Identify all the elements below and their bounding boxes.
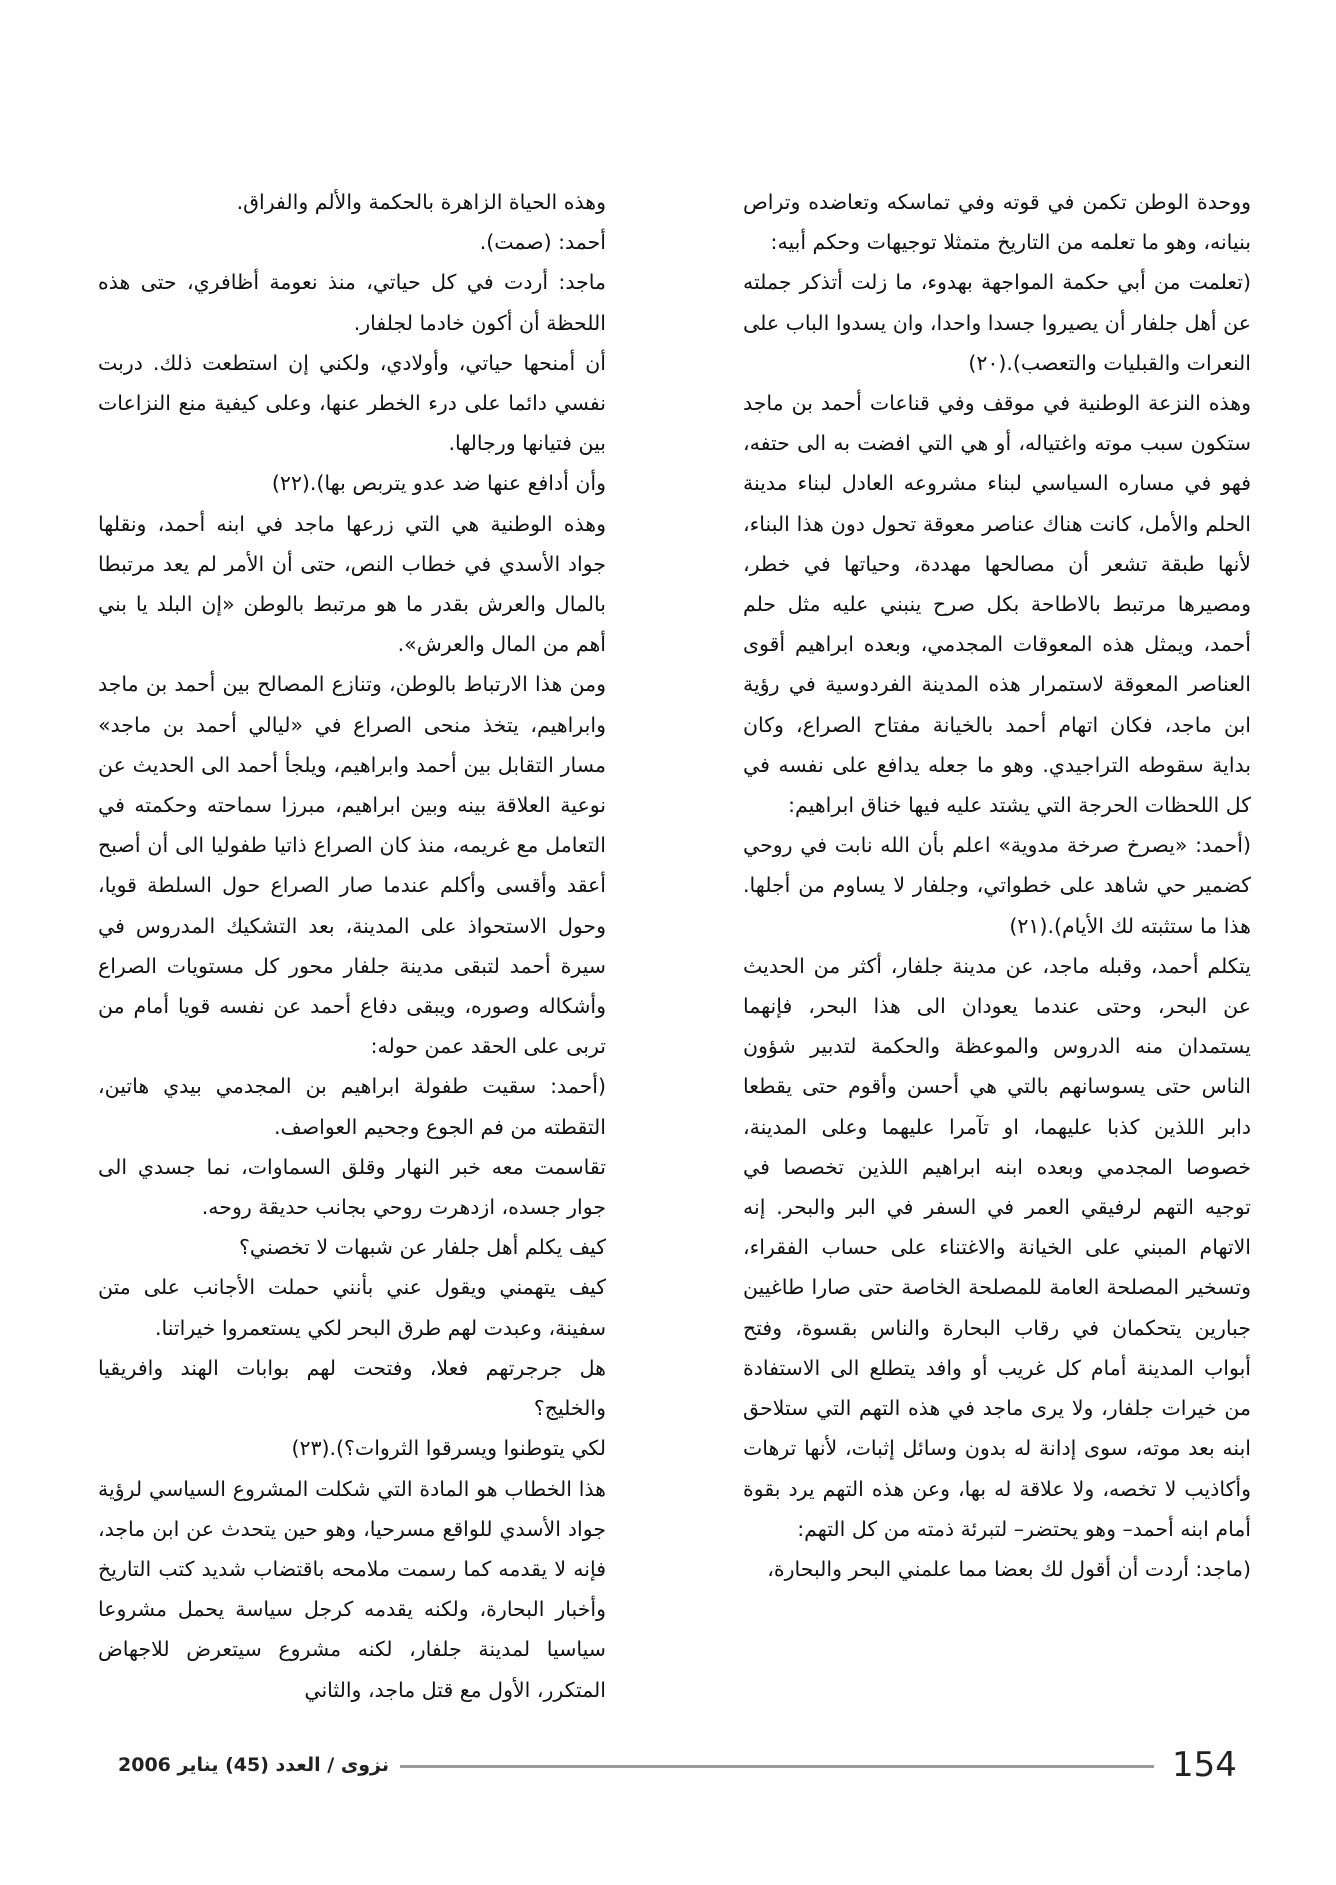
paragraph: هذا الخطاب هو المادة التي شكلت المشروع السياسي لرؤية جواد الأسدي للواقع مسرحيا، وهو حين يتحدث عن ابن ماجد، فإنه لا يقدمه كما رسمت ملامحه باقتضاب شديد كتب التاريخ وأخبار البحارة، ولكنه يقدمه كرجل سياسة يحمل مشروعا سياسيا لمدينة جلفار، لكنه مشروع سيتعرض للاجهاض المتكرر، الأول مع قتل ماجد، والثاني [98, 1476, 606, 1702]
page-number: 154 [1172, 1745, 1237, 1785]
paragraph: وهذه الوطنية هي التي زرعها ماجد في ابنه أحمد، ونقلها جواد الأسدي في خطاب النص، حتى أن الأمر لم يعد مرتبطا بالمال والعرش بقدر ما هو مرتبط بالوطن «إن البلد يا بني أهم من المال والعرش». [98, 511, 606, 657]
quote-paragraph: تقاسمت معه خبر النهار وقلق السماوات، نما جسدي الى جوار جسده، ازدهرت روحي بجانب حديقة روحه. [98, 1154, 606, 1220]
paragraph: ووحدة الوطن تكمن في قوته وفي تماسكه وتعاضده وتراص بنيانه، وهو ما تعلمه من التاريخ متمثلا توجيهات وحكم أبيه: [743, 190, 1251, 255]
quote-paragraph: (أحمد: «يصرخ صرخة مدوية» اعلم بأن الله نابت في روحي كضمير حي شاهد على خطواتي، وجلفار لا يساوم من أجلها. هذا ما ستثبته لك الأيام).(٢١) [743, 833, 1251, 938]
quote-paragraph: هل جرجرتهم فعلا، وفتحت لهم بوابات الهند وافريقيا والخليج؟ [98, 1355, 606, 1421]
paragraph: يتكلم أحمد، وقبله ماجد، عن مدينة جلفار، أكثر من الحديث عن البحر، وحتى عندما يعودان الى هذا البحر، فإنهما يستمدان منه الدروس والموعظة والحكمة لتدبير شؤون الناس حتى يسوسانهم بالتي هي أحسن وأقوم حتى يقطعا دابر اللذين كذبا عليهما، او تآمرا عليهما وعلى المدينة، خصوصا المجدمي وبعده ابنه ابراهيم اللذين تخصصا في توجيه التهم لرفيقي العمر في السفر في البر والبحر. إنه الاتهام المبني على الخيانة والاغتناء على حساب الفقراء، وتسخير المصلحة العامة للمصلحة الخاصة حتى صارا طاغيين جبارين يتحكمان في رقاب البحارة والناس بقسوة، وفتح أبواب المدينة أمام كل غريب أو وافد يتطلع الى الاستفادة من خيرات جلفار، ولا يرى ماجد في هذه التهم التي ستلاحق ابنه بعد موته، سوى إدانة له بدون وسائل إثبات، لأنها ترهات وأكاذيب لا تخصه، ولا علاقة له بها، وعن هذه التهم يرد بقوة أمام ابنه أحمد– وهو يحتضر– لتبرئة ذمته من كل التهم: [743, 953, 1251, 1541]
quote-paragraph: كيف يتهمني ويقول عني بأنني حملت الأجانب على متن سفينة، وعبدت لهم طرق البحر لكي يستعمروا خيراتنا. [98, 1275, 606, 1340]
dialogue-line: ماجد: أردت في كل حياتي، منذ نعومة أظافري، حتى هذه اللحظة أن أكون خادما لجلفار. [98, 270, 606, 335]
page-footer [98, 1743, 1238, 1787]
quote-paragraph: (أحمد: سقيت طفولة ابراهيم بن المجدمي بيدي هاتين، التقطته من فم الجوع وجحيم العواصف. [98, 1074, 606, 1139]
dialogue-line: وأن أدافع عنها ضد عدو يتربص بها).(٢٢) [271, 471, 606, 496]
right-text-column [743, 182, 1251, 1589]
paragraph: ومن هذا الارتباط بالوطن، وتنازع المصالح بين أحمد بن ماجد وابراهيم، يتخذ منحى الصراع في «ليالي أحمد بن ماجد» مسار التقابل بين أحمد وابراهيم، ويلجأ أحمد الى الحديث عن نوعية العلاقة بينه وبين ابراهيم، مبرزا سماحته وحكمته في التعامل مع غريمه، منذ كان الصراع ذاتيا طفوليا الى أن أصبح أعقد وأقسى وأكلم عندما صار الصراع حول السلطة قويا، وحول الاستحواذ على المدينة، بعد التشكيك المدروس في سيرة أحمد لتبقى مدينة جلفار محور كل مستويات الصراع وأشكاله وصوره، ويبقى دفاع أحمد عن نفسه قويا أمام من تربى على الحقد عمن حوله: [98, 672, 606, 1059]
footer-divider [400, 1765, 1154, 1768]
paragraph: وهذه الحياة الزاهرة بالحكمة والألم والفراق. [236, 190, 606, 214]
quote-paragraph: (تعلمت من أبي حكمة المواجهة بهدوء، ما زلت أتذكر جملته عن أهل جلفار أن يصيروا جسدا واحدا، وان يسدوا الباب على النعرات والقبليات والتعصب).(٢٠) [743, 270, 1251, 375]
quote-paragraph: كيف يكلم أهل جلفار عن شبهات لا تخصني؟ [239, 1235, 606, 1260]
quote-paragraph: (ماجد: أردت أن أقول لك بعضا مما علمني البحر والبحارة، [767, 1556, 1251, 1581]
left-text-column [98, 182, 606, 1710]
issue-info: نزوى / العدد (45) يناير 2006 [118, 1754, 389, 1776]
dialogue-line: أحمد: (صمت). [479, 230, 606, 255]
paragraph: وهذه النزعة الوطنية في موقف وفي قناعات أحمد بن ماجد ستكون سبب موته واغتياله، أو هي التي افضت به الى حتفه، فهو في مساره السياسي لبناء مشروعه العادل لبناء مدينة الحلم والأمل، كانت هناك عناصر معوقة تحول دون هذا البناء، لأنها طبقة تشعر أن مصالحها مهددة، وحياتها في خطر، ومصيرها مرتبط بالاطاحة بكل صرح ينبني عليه مثل حلم أحمد، ويمثل هذه المعوقات المجدمي، وبعده ابراهيم أقوى العناصر المعوقة لاستمرار هذه المدينة الفردوسية في رؤية ابن ماجد، فكان اتهام أحمد بالخيانة مفتاح الصراع، وكان بداية سقوطه التراجيدي. وهو ما جعله يدافع على نفسه في كل اللحظات الحرجة التي يشتد عليه فيها خناق ابراهيم: [743, 391, 1251, 818]
dialogue-line: أن أمنحها حياتي، وأولادي، ولكني إن استطعت ذلك. دربت نفسي دائما على درء الخطر عنها، وعلى كيفية منع النزاعات بين فتيانها ورجالها. [98, 350, 606, 456]
quote-paragraph: لكي يتوطنوا ويسرقوا الثروات؟).(٢٣) [291, 1436, 606, 1461]
